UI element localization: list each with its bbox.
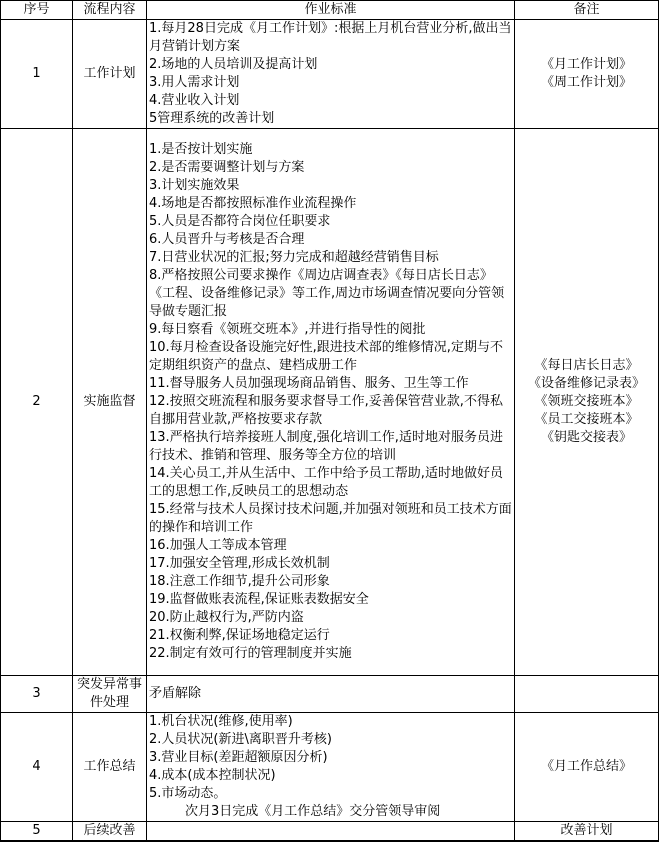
cell-standard[interactable] — [147, 713, 515, 822]
standard-item: 17.加强安全管理,形成长效机制 — [149, 556, 330, 571]
cell-index[interactable]: 3 — [1, 676, 73, 713]
cell-process[interactable]: 后续改善 — [73, 822, 147, 842]
cell-index[interactable]: 2 — [1, 129, 73, 676]
standard-item: 16.加强人工等成本管理 — [149, 538, 287, 553]
standard-item: 8.严格按照公司要求操作《周边店调查表》《每日店长日志》《工程、设备维修记录》等工作,周边市场调查情况要向分管领导做专题汇报 — [149, 268, 505, 319]
cell-process[interactable]: 工作总结 — [73, 713, 147, 822]
cell-remarks[interactable] — [515, 20, 659, 129]
cell-remarks[interactable] — [515, 676, 659, 713]
cell-process[interactable]: 突发异常事件处理 — [73, 676, 147, 713]
standard-item: 1.机台状况(维修,使用率) — [149, 714, 293, 729]
standard-item: 18.注意工作细节,提升公司形象 — [149, 574, 330, 589]
standard-item: 12.按照交班流程和服务要求督导工作,妥善保管营业款,不得私自挪用营业款,严格按要求存款 — [149, 394, 503, 427]
cell-index[interactable]: 1 — [1, 20, 73, 129]
standard-item: 13.严格执行培养接班人制度,强化培训工作,适时地对服务员进行技术、推销和管理、服务等全方位的培训 — [149, 430, 503, 463]
standard-item: 7.日营业状况的汇报;努力完成和超越经营销售目标 — [149, 250, 439, 265]
standard-footer: 次月3日完成《月工作总结》交分管领导审阅 — [185, 804, 441, 819]
standard-item: 10.每月检查设备设施完好性,跟进技术部的维修情况,定期与不定期组织资产的盘点、建档成册工作 — [149, 340, 503, 373]
standard-item: 1.每月28日完成《月工作计划》:根据上月机台营业分析,做出当月营销计划方案 — [149, 21, 512, 54]
table-row — [1, 713, 659, 822]
table-row — [1, 129, 659, 676]
header-row — [1, 1, 659, 20]
cell-remarks[interactable] — [515, 713, 659, 822]
header-standard[interactable]: 作业标准 — [147, 1, 515, 20]
cell-index[interactable]: 5 — [1, 822, 73, 842]
standard-item: 4.成本(成本控制状况) — [149, 768, 276, 783]
remark-item: 改善计划 — [560, 823, 613, 838]
remark-item: 《每日店长日志》 — [534, 358, 639, 373]
cell-standard[interactable] — [147, 129, 515, 676]
standard-item: 6.人员晋升与考核是否合理 — [149, 232, 305, 247]
header-process[interactable]: 流程内容 — [73, 1, 147, 20]
remark-item: 《周工作计划》 — [540, 75, 632, 90]
standard-item: 5管理系统的改善计划 — [149, 111, 275, 126]
cell-standard[interactable] — [147, 822, 515, 842]
standard-item: 矛盾解除 — [149, 686, 202, 701]
remark-item: 《领班交接班本》 — [534, 394, 639, 409]
standard-item: 2.场地的人员培训及提高计划 — [149, 57, 318, 72]
standard-item: 20.防止越权行为,严防内盗 — [149, 610, 304, 625]
standard-item: 14.关心员工,并从生活中、工作中给予员工帮助,适时地做好员工的思想工作,反映员工的思想动态 — [149, 466, 503, 499]
standard-item: 3.营业目标(差距超额原因分析) — [149, 750, 328, 765]
header-index[interactable]: 序号 — [1, 1, 73, 20]
standard-item: 22.制定有效可行的管理制度并实施 — [149, 646, 352, 661]
remark-item: 《月工作总结》 — [540, 759, 632, 774]
standard-item: 5.市场动态。 — [149, 786, 227, 801]
standard-item: 2.是否需要调整计划与方案 — [149, 160, 305, 175]
cell-process[interactable]: 实施监督 — [73, 129, 147, 676]
remark-item: 《员工交接班本》 — [534, 412, 639, 427]
standard-item: 9.每日察看《领班交班本》,并进行指导性的阅批 — [149, 322, 426, 337]
remark-item: 《月工作计划》 — [540, 57, 632, 72]
standard-item: 4.营业收入计划 — [149, 93, 240, 108]
cell-remarks[interactable] — [515, 129, 659, 676]
standard-item: 19.监督做账表流程,保证账表数据安全 — [149, 592, 369, 607]
standard-item: 3.计划实施效果 — [149, 178, 240, 193]
cell-remarks[interactable] — [515, 822, 659, 842]
remark-item: 《钥匙交接表》 — [540, 430, 632, 445]
remark-item: 《设备维修记录表》 — [527, 376, 645, 391]
standard-item: 2.人员状况(新进\离职晋升考核) — [149, 732, 332, 747]
standard-item: 5.人员是否都符合岗位任职要求 — [149, 214, 331, 229]
table-row — [1, 822, 659, 842]
header-remarks[interactable]: 备注 — [515, 1, 659, 20]
standard-item: 21.权衡利弊,保证场地稳定运行 — [149, 628, 330, 643]
cell-index[interactable]: 4 — [1, 713, 73, 822]
cell-standard[interactable] — [147, 676, 515, 713]
cell-standard[interactable] — [147, 20, 515, 129]
standard-item: 1.是否按计划实施 — [149, 142, 253, 157]
table-row — [1, 20, 659, 129]
standard-item: 11.督导服务人员加强现场商品销售、服务、卫生等工作 — [149, 376, 469, 391]
standard-item: 4.场地是否都按照标准作业流程操作 — [149, 196, 357, 211]
standard-item: 3.用人需求计划 — [149, 75, 240, 90]
table-row — [1, 676, 659, 713]
cell-process[interactable]: 工作计划 — [73, 20, 147, 129]
standard-item: 15.经常与技术人员探讨技术问题,并加强对领班和员工技术方面的操作和培训工作 — [149, 502, 512, 535]
